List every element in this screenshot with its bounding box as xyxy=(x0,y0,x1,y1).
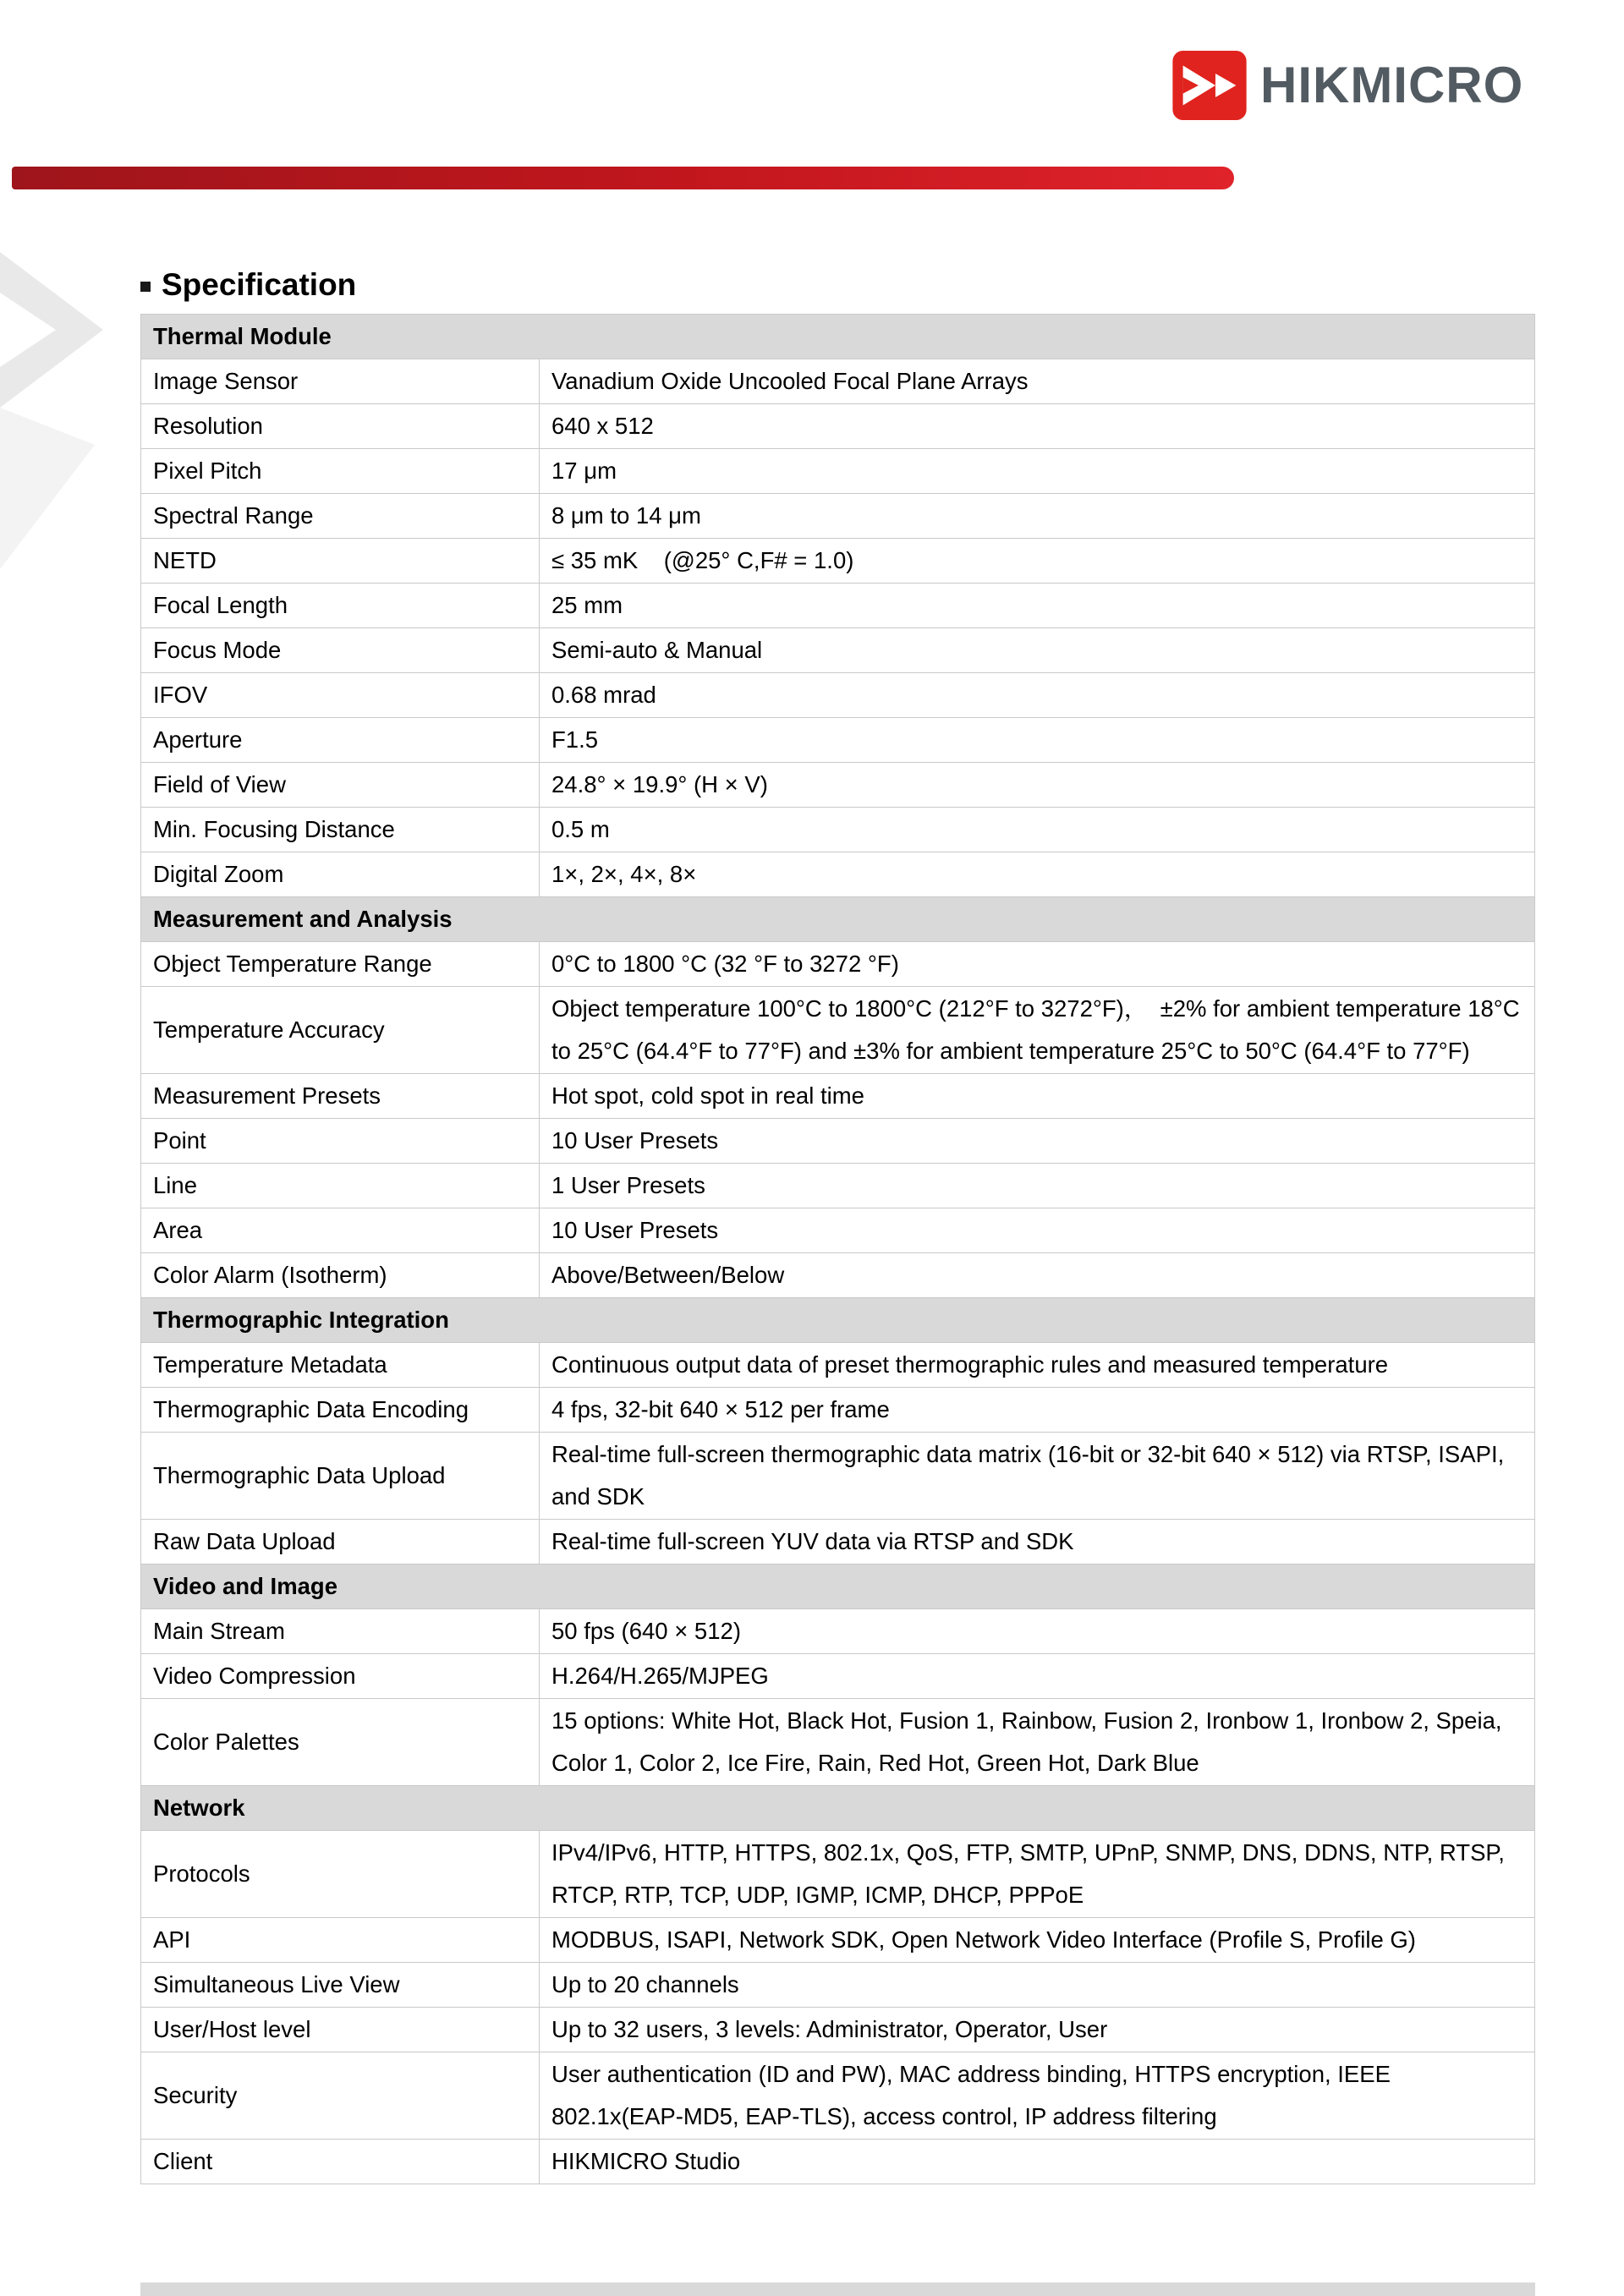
spec-label: Image Sensor xyxy=(141,359,540,404)
spec-label: Resolution xyxy=(141,404,540,449)
spec-row xyxy=(141,359,1535,404)
spec-row xyxy=(141,1343,1535,1388)
spec-row xyxy=(141,1654,1535,1699)
spec-value: 24.8° × 19.9° (H × V) xyxy=(540,763,1535,808)
spec-label: Aperture xyxy=(141,718,540,763)
spec-row xyxy=(141,1699,1535,1786)
spec-row xyxy=(141,942,1535,987)
spec-value: 17 μm xyxy=(540,449,1535,494)
spec-value: 1×, 2×, 4×, 8× xyxy=(540,852,1535,897)
spec-label: Raw Data Upload xyxy=(141,1520,540,1564)
spec-row xyxy=(141,584,1535,628)
spec-value: Up to 32 users, 3 levels: Administrator, Operator, User xyxy=(540,2008,1535,2052)
hikmicro-logo-text: HIKMICRO xyxy=(1260,57,1524,113)
spec-value: 15 options: White Hot, Black Hot, Fusion 1, Rainbow, Fusion 2, Ironbow 1, Ironbow 2, Speia, Color 1, Color 2, Ice Fire, Rain, Red Hot, Green Hot, Dark Blue xyxy=(540,1699,1535,1786)
spec-row xyxy=(141,404,1535,449)
page-title-text: Specification xyxy=(162,267,357,302)
spec-value: 10 User Presets xyxy=(540,1119,1535,1164)
spec-value: IPv4/IPv6, HTTP, HTTPS, 802.1x, QoS, FTP, SMTP, UPnP, SNMP, DNS, DDNS, NTP, RTSP, RTCP, RTP, TCP, UDP, IGMP, ICMP, DHCP, PPPoE xyxy=(540,1831,1535,1918)
spec-value: 10 User Presets xyxy=(540,1208,1535,1253)
spec-label: Temperature Accuracy xyxy=(141,987,540,1074)
heading-bullet-icon xyxy=(140,282,151,292)
spec-label: Line xyxy=(141,1164,540,1208)
spec-label: Focus Mode xyxy=(141,628,540,673)
spec-row xyxy=(141,2008,1535,2052)
spec-row xyxy=(141,1433,1535,1520)
section-title: Network xyxy=(141,1786,1535,1831)
spec-value: Hot spot, cold spot in real time xyxy=(540,1074,1535,1119)
section-title: Thermographic Integration xyxy=(141,1298,1535,1343)
spec-label: Video Compression xyxy=(141,1654,540,1699)
spec-label: Object Temperature Range xyxy=(141,942,540,987)
spec-label: IFOV xyxy=(141,673,540,718)
spec-row xyxy=(141,1831,1535,1918)
spec-value: User authentication (ID and PW), MAC address binding, HTTPS encryption, IEEE 802.1x(EAP-MD5, EAP-TLS), access control, IP address filtering xyxy=(540,2052,1535,2140)
content-area xyxy=(140,267,1535,2184)
spec-label: NETD xyxy=(141,539,540,584)
spec-value: ≤ 35 mK (@25° C,F# = 1.0) xyxy=(540,539,1535,584)
spec-row xyxy=(141,2052,1535,2140)
spec-row xyxy=(141,1520,1535,1564)
spec-label: Min. Focusing Distance xyxy=(141,808,540,852)
spec-label: Field of View xyxy=(141,763,540,808)
spec-label: Spectral Range xyxy=(141,494,540,539)
bottom-cutoff-bar xyxy=(140,2282,1535,2296)
header-red-bar xyxy=(12,167,1234,189)
spec-label: Security xyxy=(141,2052,540,2140)
spec-value: 0°C to 1800 °C (32 °F to 3272 °F) xyxy=(540,942,1535,987)
section-header-row xyxy=(141,315,1535,359)
spec-value: H.264/H.265/MJPEG xyxy=(540,1654,1535,1699)
spec-label: Temperature Metadata xyxy=(141,1343,540,1388)
spec-value: 50 fps (640 × 512) xyxy=(540,1609,1535,1654)
spec-row xyxy=(141,1388,1535,1433)
spec-value: Real-time full-screen thermographic data matrix (16-bit or 32-bit 640 × 512) via RTSP, ISAPI, and SDK xyxy=(540,1433,1535,1520)
spec-row xyxy=(141,494,1535,539)
spec-value: F1.5 xyxy=(540,718,1535,763)
spec-value: Semi-auto & Manual xyxy=(540,628,1535,673)
spec-value: 25 mm xyxy=(540,584,1535,628)
spec-label: Thermographic Data Upload xyxy=(141,1433,540,1520)
spec-row xyxy=(141,1963,1535,2008)
spec-label: Simultaneous Live View xyxy=(141,1963,540,2008)
spec-value: HIKMICRO Studio xyxy=(540,2140,1535,2184)
section-title: Thermal Module xyxy=(141,315,1535,359)
spec-value: Object temperature 100°C to 1800°C (212°F to 3272°F)， ±2% for ambient temperature 18°C to 25°C (64.4°F to 77°F) and ±3% for ambient temperature 25°C to 50°C (64.4°F to 77°F) xyxy=(540,987,1535,1074)
spec-label: Area xyxy=(141,1208,540,1253)
spec-label: Color Palettes xyxy=(141,1699,540,1786)
spec-row xyxy=(141,1119,1535,1164)
spec-value: 8 μm to 14 μm xyxy=(540,494,1535,539)
spec-row xyxy=(141,1208,1535,1253)
spec-value: Real-time full-screen YUV data via RTSP and SDK xyxy=(540,1520,1535,1564)
spec-value: 1 User Presets xyxy=(540,1164,1535,1208)
spec-label: Thermographic Data Encoding xyxy=(141,1388,540,1433)
hikmicro-logo xyxy=(1172,51,1523,120)
spec-row xyxy=(141,2140,1535,2184)
section-title: Measurement and Analysis xyxy=(141,897,1535,942)
spec-value: 4 fps, 32-bit 640 × 512 per frame xyxy=(540,1388,1535,1433)
specification-table xyxy=(140,314,1535,2184)
watermark-arrow-graphic xyxy=(0,227,161,582)
spec-row xyxy=(141,1253,1535,1298)
spec-label: Pixel Pitch xyxy=(141,449,540,494)
section-header-row xyxy=(141,1786,1535,1831)
spec-row xyxy=(141,718,1535,763)
spec-label: Measurement Presets xyxy=(141,1074,540,1119)
spec-value: Above/Between/Below xyxy=(540,1253,1535,1298)
spec-label: Color Alarm (Isotherm) xyxy=(141,1253,540,1298)
spec-label: User/Host level xyxy=(141,2008,540,2052)
spec-value: 0.5 m xyxy=(540,808,1535,852)
section-header-row xyxy=(141,1564,1535,1609)
section-header-row xyxy=(141,1298,1535,1343)
spec-row xyxy=(141,1918,1535,1963)
spec-value: MODBUS, ISAPI, Network SDK, Open Network Video Interface (Profile S, Profile G) xyxy=(540,1918,1535,1963)
spec-label: Digital Zoom xyxy=(141,852,540,897)
spec-row xyxy=(141,1609,1535,1654)
section-title: Video and Image xyxy=(141,1564,1535,1609)
spec-row xyxy=(141,1074,1535,1119)
spec-value: Continuous output data of preset thermographic rules and measured temperature xyxy=(540,1343,1535,1388)
spec-row xyxy=(141,852,1535,897)
spec-label: API xyxy=(141,1918,540,1963)
spec-value: Up to 20 channels xyxy=(540,1963,1535,2008)
spec-row xyxy=(141,539,1535,584)
hikmicro-logo-icon xyxy=(1172,51,1247,120)
page-title xyxy=(140,267,1535,303)
spec-row xyxy=(141,449,1535,494)
spec-label: Protocols xyxy=(141,1831,540,1918)
spec-row xyxy=(141,1164,1535,1208)
spec-row xyxy=(141,628,1535,673)
spec-label: Point xyxy=(141,1119,540,1164)
spec-row xyxy=(141,763,1535,808)
spec-value: 0.68 mrad xyxy=(540,673,1535,718)
spec-label: Focal Length xyxy=(141,584,540,628)
spec-row xyxy=(141,808,1535,852)
section-header-row xyxy=(141,897,1535,942)
spec-value: Vanadium Oxide Uncooled Focal Plane Arrays xyxy=(540,359,1535,404)
spec-label: Client xyxy=(141,2140,540,2184)
spec-label: Main Stream xyxy=(141,1609,540,1654)
spec-value: 640 x 512 xyxy=(540,404,1535,449)
spec-row xyxy=(141,987,1535,1074)
spec-row xyxy=(141,673,1535,718)
